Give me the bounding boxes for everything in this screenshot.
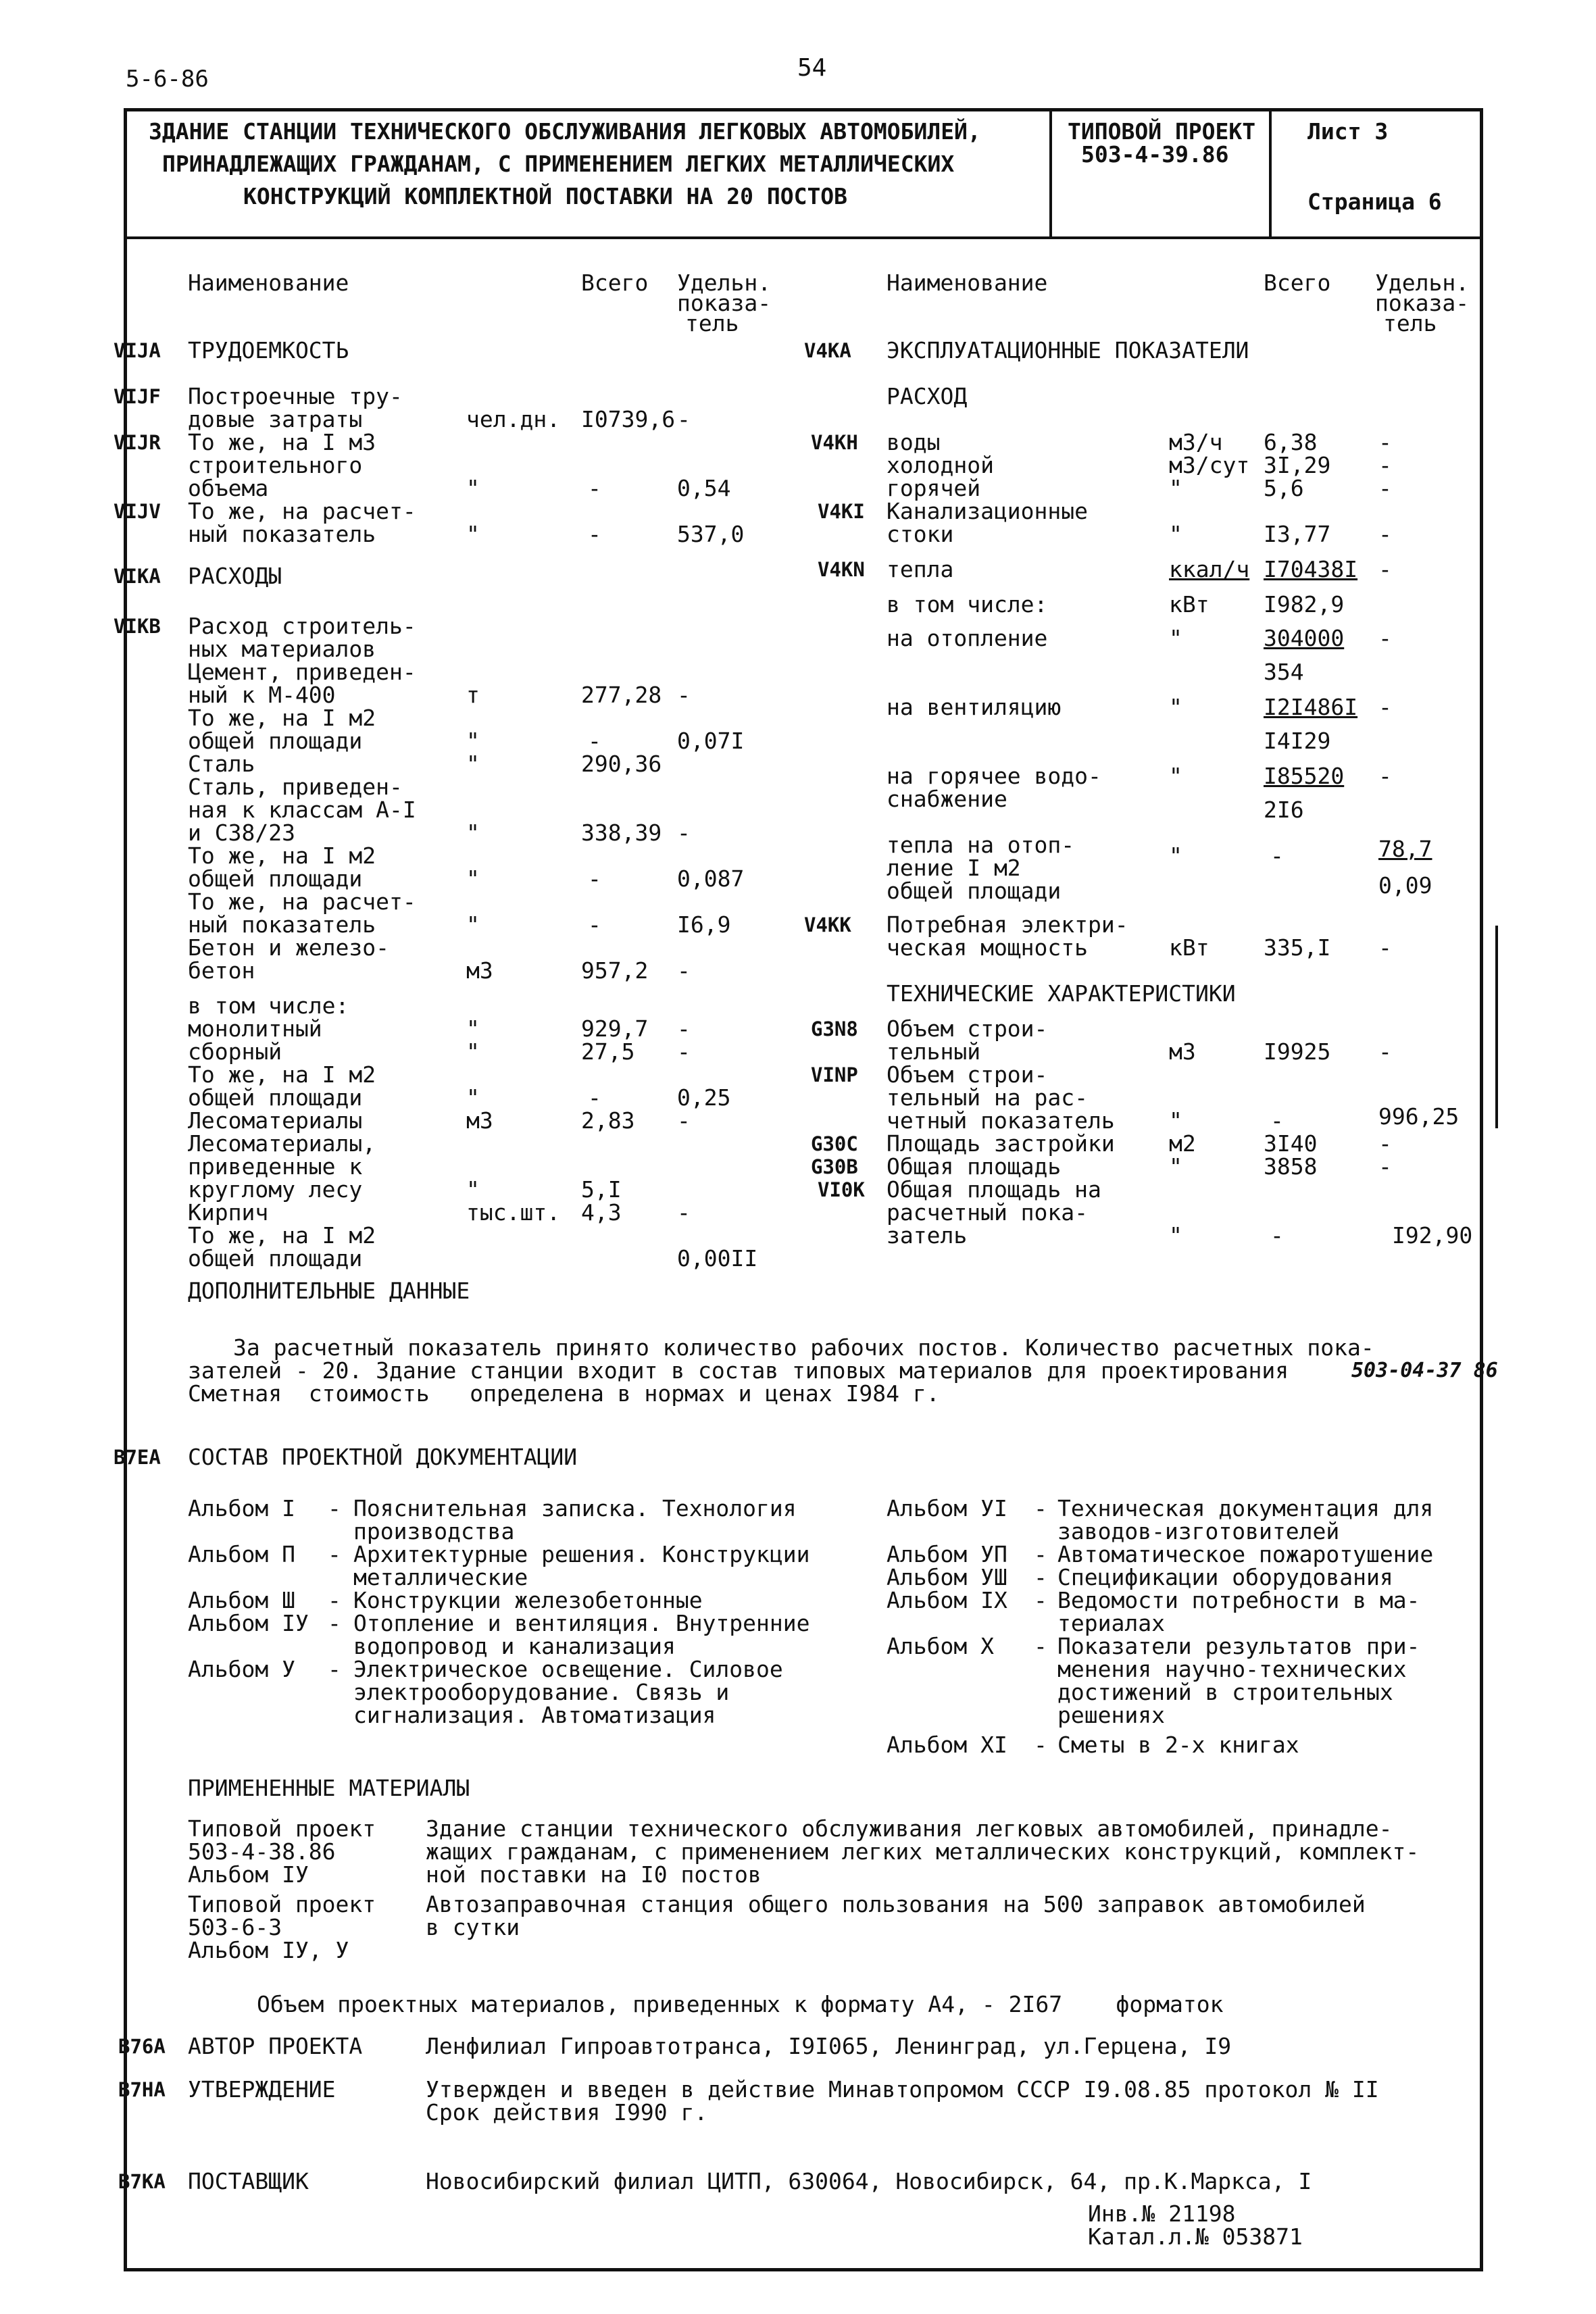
row-code: G3N8 — [811, 1017, 858, 1040]
row-specific: 0,087 — [677, 865, 745, 892]
row-specific: I92,90 — [1392, 1222, 1473, 1249]
row-unit: " — [1169, 694, 1182, 720]
album-name: Альбом П — [188, 1541, 295, 1567]
row-label: сборный — [188, 1038, 282, 1065]
project-label: ТИПОВОЙ ПРОЕКТ — [1068, 118, 1256, 145]
row-code: VIJV — [114, 500, 161, 523]
materials-volume: Объем проектных материалов, приведенных к формату А4, - 2I67 форматок — [257, 1991, 1224, 2017]
row-code: V4KI — [818, 500, 865, 523]
row-code: VIKA — [114, 565, 161, 588]
additional-text: Сметная стоимость определена в нормах и ценах I984 г. — [188, 1380, 940, 1407]
album-description: Сметы в 2-х книгах — [1057, 1732, 1299, 1758]
row-total: - — [1270, 1222, 1284, 1249]
row-total: 957,2 — [581, 957, 649, 984]
row-total-kw: 354 — [1264, 659, 1304, 685]
row-code: VIKB — [114, 615, 161, 638]
row-label: на отопление — [887, 625, 1048, 651]
row-specific: - — [677, 1199, 691, 1226]
row-total: I982,9 — [1264, 591, 1345, 618]
dash: - — [1034, 1541, 1047, 1567]
row-total: 929,7 — [581, 1015, 649, 1042]
row-total-kw: I4I29 — [1264, 728, 1331, 754]
row-label: То же, на I м2 общей площади — [188, 705, 376, 754]
album-description: Архитектурные решения. Конструкции металлические — [353, 1541, 810, 1590]
document-code: 5-6-86 — [126, 66, 209, 93]
col-spec-header: показа- — [677, 290, 772, 316]
row-code: VIJF — [114, 385, 161, 408]
row-unit: тыс.шт. — [466, 1199, 561, 1226]
sheet-label: Лист 3 — [1307, 118, 1389, 145]
row-label: Бетон и железо- бетон — [188, 934, 390, 984]
section-heading: РАСХОД — [887, 383, 968, 409]
title-line: ПРИНАДЛЕЖАЩИХ ГРАЖДАНАМ, С ПРИМЕНЕНИЕМ ЛЕГКИХ МЕТАЛЛИЧЕСКИХ — [162, 151, 955, 177]
section-heading: ТЕХНИЧЕСКИЕ ХАРАКТЕРИСТИКИ — [887, 980, 1236, 1007]
row-label: Общая площадь — [887, 1153, 1062, 1180]
row-unit: " — [466, 865, 480, 892]
header-separator-1 — [1049, 108, 1052, 238]
row-code: G30B — [811, 1155, 858, 1178]
row-label: Кирпич — [188, 1199, 269, 1226]
dash: - — [1034, 1633, 1047, 1659]
row-code: B76A — [118, 2035, 166, 2058]
row-specific: I6,9 — [677, 911, 731, 938]
row-unit: чел.дн. — [466, 406, 561, 432]
row-specific: - — [1378, 625, 1392, 651]
row-specific: 537,0 — [677, 521, 745, 547]
row-label: То же, на расчет- ный показатель — [188, 498, 416, 547]
row-label: тепла на отоп- ление I м2 общей площади — [887, 832, 1075, 904]
row-specific: - — [677, 1107, 691, 1134]
col-total-header: Всего — [581, 270, 649, 296]
row-label: Лесоматериалы, приведенные к круглому лесу — [188, 1130, 376, 1203]
row-specific: 0,25 — [677, 1084, 731, 1111]
row-specific: 78,7 — [1378, 836, 1432, 862]
row-label: То же, на I м2 общей площади — [188, 842, 376, 892]
album-description: Ведомости потребности в ма- териалах — [1057, 1587, 1420, 1636]
row-unit: " — [466, 521, 480, 547]
row-total: - — [1270, 842, 1284, 869]
footer-text: Ленфилиал Гипроавтотранса, I9I065, Ленинград, ул.Герцена, I9 — [426, 2033, 1232, 2059]
col-name-header: Наименование — [188, 270, 349, 296]
section-heading: ПРИМЕНЕННЫЕ МАТЕРИАЛЫ — [188, 1775, 470, 1801]
row-specific: - — [1378, 1130, 1392, 1157]
row-code: VIJR — [114, 431, 161, 454]
row-label: Цемент, приведен- ный к М-400 — [188, 659, 416, 708]
row-label: тепла — [887, 556, 954, 582]
section-heading: ДОПОЛНИТЕЛЬНЫЕ ДАННЫЕ — [188, 1278, 470, 1304]
row-specific: - — [1378, 694, 1392, 720]
row-unit: " — [466, 751, 480, 777]
row-unit: " — [466, 911, 480, 938]
album-name: Альбом Ш — [188, 1587, 295, 1613]
row-unit: " — [466, 1084, 480, 1111]
row-label: Потребная электри- ческая мощность — [887, 911, 1128, 961]
row-label: То же, на расчет- ный показатель — [188, 888, 416, 938]
row-code: V4KA — [804, 339, 851, 362]
row-label: Общая площадь на расчетный пока- затель — [887, 1176, 1101, 1249]
row-specific: - — [677, 957, 691, 984]
row-specific: - — [1378, 1153, 1392, 1180]
row-total: 3I,29 — [1264, 452, 1331, 478]
row-total: 277,28 — [581, 682, 662, 708]
applied-description: Автозаправочная станция общего пользования на 500 заправок автомобилей в сутки — [426, 1891, 1366, 1940]
row-total: 290,36 — [581, 751, 662, 777]
row-unit: " — [466, 820, 480, 846]
row-unit: м3 — [466, 957, 493, 984]
row-label: холодной — [887, 452, 994, 478]
dash: - — [328, 1541, 341, 1567]
row-label: То же, на I м2 общей площади — [188, 1222, 376, 1272]
row-specific: - — [677, 1015, 691, 1042]
row-unit: м3/сут — [1169, 452, 1250, 478]
row-unit: " — [1169, 625, 1182, 651]
row-unit: " — [1169, 1107, 1182, 1134]
col-spec-header: тель — [1383, 310, 1437, 336]
row-label: Объем строи- тельный — [887, 1015, 1048, 1065]
row-total: 4,3 — [581, 1199, 622, 1226]
dash: - — [1034, 1587, 1047, 1613]
row-total: 3858 — [1264, 1153, 1318, 1180]
row-label: Сталь — [188, 751, 255, 777]
row-total: 304000 — [1264, 625, 1345, 651]
album-name: Альбом У — [188, 1656, 295, 1682]
row-total: 335,I — [1264, 934, 1331, 961]
dash: - — [1034, 1564, 1047, 1590]
section-heading: ТРУДОЕМКОСТЬ — [188, 337, 349, 363]
row-total: 6,38 — [1264, 429, 1318, 455]
row-specific-per-m2: 0,09 — [1378, 872, 1432, 899]
row-total: - — [588, 1084, 601, 1111]
row-specific: - — [1378, 475, 1392, 501]
album-name: Альбом I — [188, 1495, 295, 1521]
row-specific: - — [677, 1038, 691, 1065]
row-label: Объем строи- тельный на рас- четный показатель — [887, 1061, 1115, 1134]
header-divider — [124, 236, 1483, 239]
col-spec-header: показа- — [1375, 290, 1470, 316]
section-heading: СОСТАВ ПРОЕКТНОЙ ДОКУМЕНТАЦИИ — [188, 1444, 578, 1470]
album-name: Альбом ХI — [887, 1732, 1007, 1758]
album-name: Альбом УП — [887, 1541, 1007, 1567]
album-name: Альбом УШ — [887, 1564, 1007, 1590]
dash: - — [328, 1495, 341, 1521]
row-specific: 0,54 — [677, 475, 731, 501]
row-total: - — [1270, 1107, 1284, 1134]
row-label: Канализационные стоки — [887, 498, 1089, 547]
dash: - — [328, 1587, 341, 1613]
applied-description: Здание станции технического обслуживания легковых автомобилей, принадле- жащих гражданам, с применением легких металлических конструкций, комплект- ной поставки на I0 постов — [426, 1815, 1420, 1888]
row-specific: - — [677, 682, 691, 708]
row-total: - — [588, 728, 601, 754]
catalog-number: Катал.л.№ 053871 — [1088, 2223, 1303, 2250]
album-description: Техническая документация для заводов-изготовителей — [1057, 1495, 1434, 1544]
row-unit: " — [466, 1038, 480, 1065]
row-unit: " — [1169, 1153, 1182, 1180]
additional-text: зателей - 20. Здание станции входит в состав типовых материалов для проектирования — [188, 1357, 1289, 1384]
row-total: I0739,6 — [581, 406, 676, 432]
row-unit: " — [1169, 521, 1182, 547]
section-heading: ЭКСПЛУАТАЦИОННЫЕ ПОКАЗАТЕЛИ — [887, 337, 1249, 363]
album-description: Отопление и вентиляция. Внутренние водопровод и канализация — [353, 1610, 810, 1659]
row-unit: " — [466, 1176, 480, 1203]
col-name-header: Наименование — [887, 270, 1048, 296]
row-specific: 0,07I — [677, 728, 745, 754]
album-name: Альбом IУ — [188, 1610, 309, 1636]
album-name: Альбом УI — [887, 1495, 1007, 1521]
row-code: V4KH — [811, 431, 858, 454]
margin-mark — [1495, 926, 1498, 1128]
page-label: Страница 6 — [1307, 188, 1442, 215]
row-specific: - — [1378, 556, 1392, 582]
album-description: Показатели результатов при- менения научно-технических достижений в строительных решениях — [1057, 1633, 1420, 1728]
row-total: I3,77 — [1264, 521, 1331, 547]
row-unit: ккал/ч — [1169, 556, 1250, 582]
row-total: I70438I — [1264, 556, 1358, 582]
row-unit: т — [466, 682, 480, 708]
row-specific: 996,25 — [1378, 1103, 1460, 1130]
row-total: 27,5 — [581, 1038, 635, 1065]
row-unit: " — [466, 475, 480, 501]
row-total: 338,39 — [581, 820, 662, 846]
row-code: VIJA — [114, 339, 161, 362]
dash: - — [328, 1610, 341, 1636]
dash: - — [1034, 1495, 1047, 1521]
row-total: 5,I — [581, 1176, 622, 1203]
page-number: 54 — [797, 54, 827, 82]
additional-text: За расчетный показатель принято количество рабочих постов. Количество расчетных пока- — [233, 1334, 1374, 1361]
album-name: Альбом Х — [887, 1633, 994, 1659]
album-name: Альбом IХ — [887, 1587, 1007, 1613]
row-label: в том числе: — [887, 591, 1048, 618]
album-description: Электрическое освещение. Силовое электрооборудование. Связь и сигнализация. Автоматизация — [353, 1656, 783, 1728]
footer-label: УТВЕРЖДЕНИЕ — [188, 2076, 336, 2103]
row-label: горячей — [887, 475, 981, 501]
row-total: - — [588, 521, 601, 547]
row-total: I85520 — [1264, 763, 1345, 789]
row-specific: - — [1378, 934, 1392, 961]
row-code: B7HA — [118, 2078, 166, 2101]
row-code: V4KN — [818, 558, 865, 581]
header-separator-2 — [1269, 108, 1272, 238]
row-label: Построечные тру- довые затраты — [188, 383, 403, 432]
row-unit: м2 — [1169, 1130, 1196, 1157]
section-heading: РАСХОДЫ — [188, 563, 282, 589]
row-specific: 0,00II — [677, 1245, 758, 1272]
row-total: - — [588, 865, 601, 892]
album-description: Спецификации оборудования — [1057, 1564, 1393, 1590]
row-total: 2,83 — [581, 1107, 635, 1134]
dash: - — [328, 1656, 341, 1682]
row-code: B7KA — [118, 2170, 166, 2193]
applied-reference: Типовой проект 503-4-38.86 Альбом IУ — [188, 1815, 376, 1888]
row-unit: " — [1169, 842, 1182, 869]
row-code: V4KK — [804, 913, 851, 936]
row-label: воды — [887, 429, 941, 455]
col-spec-header: Удельн. — [1375, 270, 1470, 296]
album-description: Конструкции железобетонные — [353, 1587, 703, 1613]
handwritten-reference: 503-04-37 86 — [1351, 1359, 1498, 1382]
row-specific: - — [677, 820, 691, 846]
row-label: на горячее водо- снабжение — [887, 763, 1101, 812]
row-label: Площадь застройки — [887, 1130, 1115, 1157]
row-label: на вентиляцию — [887, 694, 1062, 720]
inventory-number: Инв.№ 21198 — [1088, 2200, 1236, 2227]
row-specific: - — [1378, 452, 1392, 478]
col-spec-header: Удельн. — [677, 270, 772, 296]
row-unit: м3 — [1169, 1038, 1196, 1065]
row-label: То же, на I м2 общей площади — [188, 1061, 376, 1111]
row-total: I9925 — [1264, 1038, 1331, 1065]
album-description: Пояснительная записка. Технология производства — [353, 1495, 797, 1544]
row-unit: " — [466, 728, 480, 754]
row-unit: " — [1169, 475, 1182, 501]
album-description: Автоматическое пожаротушение — [1057, 1541, 1434, 1567]
row-label: Лесоматериалы — [188, 1107, 363, 1134]
row-label: монолитный — [188, 1015, 322, 1042]
row-total: I2I486I — [1264, 694, 1358, 720]
row-total: 3I40 — [1264, 1130, 1318, 1157]
row-specific: - — [1378, 1038, 1392, 1065]
row-label: Сталь, приведен- ная к классам А-I и С38/23 — [188, 774, 416, 846]
row-unit: " — [1169, 1222, 1182, 1249]
col-total-header: Всего — [1264, 270, 1331, 296]
row-code: VINP — [811, 1063, 858, 1086]
row-unit: м3 — [466, 1107, 493, 1134]
row-label: Расход строитель- ных материалов — [188, 613, 416, 662]
row-unit: " — [1169, 763, 1182, 789]
row-label: То же, на I м3 строительного объема — [188, 429, 376, 501]
row-unit: " — [466, 1015, 480, 1042]
row-unit: м3/ч — [1169, 429, 1223, 455]
row-code: B7EA — [114, 1446, 161, 1469]
footer-text: Утвержден и введен в действие Минавтопромом СССР I9.08.85 протокол № II Срок действия I990 г. — [426, 2076, 1379, 2126]
row-specific: - — [1378, 521, 1392, 547]
row-total: 5,6 — [1264, 475, 1304, 501]
row-total: - — [588, 475, 601, 501]
row-unit: кВт — [1169, 934, 1210, 961]
row-specific: - — [677, 406, 691, 432]
row-unit: кВт — [1169, 591, 1210, 618]
footer-text: Новосибирский филиал ЦИТП, 630064, Новосибирск, 64, пр.К.Маркса, I — [426, 2168, 1312, 2194]
dash: - — [1034, 1732, 1047, 1758]
row-total: - — [588, 911, 601, 938]
title-line: КОНСТРУКЦИЙ КОМПЛЕКТНОЙ ПОСТАВКИ НА 20 ПОСТОВ — [243, 183, 848, 209]
title-line: ЗДАНИЕ СТАНЦИИ ТЕХНИЧЕСКОГО ОБСЛУЖИВАНИЯ ЛЕГКОВЫХ АВТОМОБИЛЕЙ, — [149, 118, 981, 145]
row-specific: - — [1378, 763, 1392, 789]
row-code: VI0K — [818, 1178, 865, 1201]
applied-reference: Типовой проект 503-6-3 Альбом IУ, У — [188, 1891, 376, 1963]
footer-label: АВТОР ПРОЕКТА — [188, 2033, 363, 2059]
row-label: в том числе: — [188, 992, 349, 1019]
row-total-kw: 2I6 — [1264, 797, 1304, 823]
footer-label: ПОСТАВЩИК — [188, 2168, 309, 2194]
project-number: 503-4-39.86 — [1081, 141, 1229, 168]
col-spec-header: тель — [685, 310, 739, 336]
row-specific: - — [1378, 429, 1392, 455]
row-code: G30C — [811, 1132, 858, 1155]
